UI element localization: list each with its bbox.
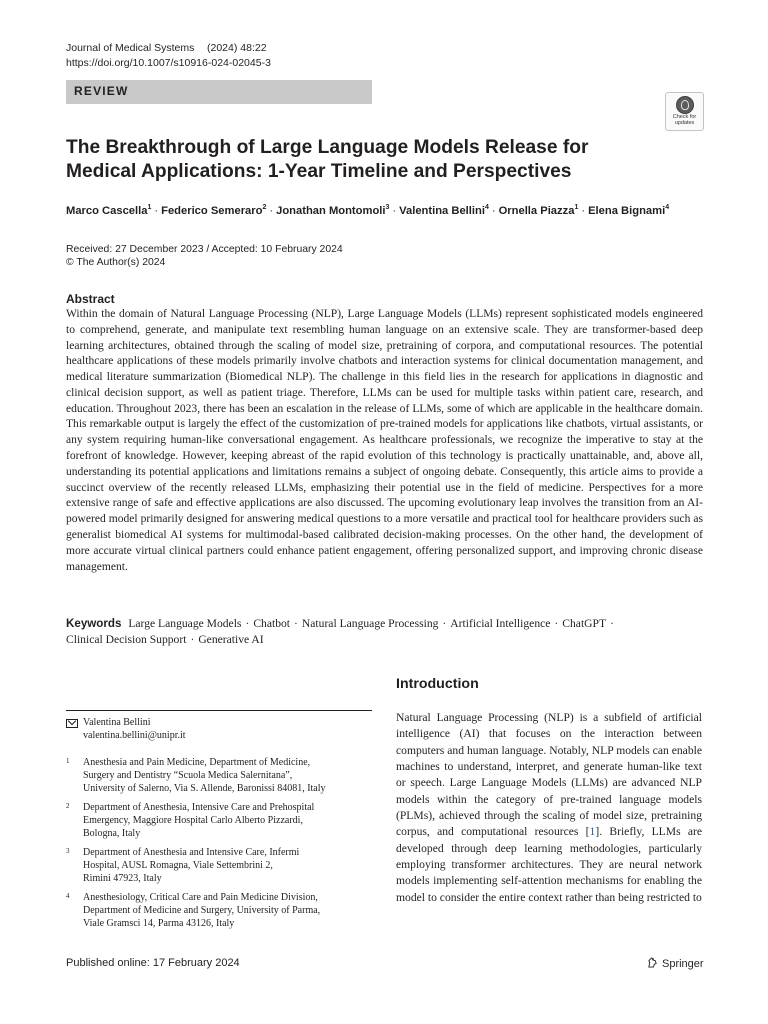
keyword[interactable]: Artificial Intelligence [450,617,551,630]
published-date: Published online: 17 February 2024 [66,957,240,969]
corresponding-author: Valentina Bellini [83,717,151,728]
abstract-text: Within the domain of Natural Language Processing (NLP), Large Language Models (LLMs) represent sophisticated models engineered to comprehend, generate, and manipulate text resembling human language on an extensive scale. They are transformer-based deep learning architectures, obtained through the scaling of model size, pretraining of corpora, and computational resources. The potential healthcare applications of these models primarily involve chatbots and interaction systems for clinical documentation management, and medical literature summarization (Biomedical NLP). The challenge in this field lies in the research for applications in diagnostic and clinical decision support, as well as patient triage. Therefore, LLMs can be used for multiple tasks within patient care, research, and education. Throughout 2023, there has been an escalation in the release of LLMs, some of which are applicable in the healthcare domain. This remarkable output is largely the effect of the customization of pre-trained models for applications like chatbots, virtual assistants, or any system requiring human-like conversational engagement. As healthcare professionals, we recognize the imperative to stay at the forefront of knowledge. However, keeping abreast of the rapid evolution of this technology is practically unattainable, and, above all, understanding its potential applications and limitations remains a subject of ongoing debate. Consequently, this article aims to provide a succinct overview of the recently released LLMs, emphasizing their potential use in the field of medicine. Perspectives for a more extensive range of safe and effective applications are also discussed. The upcoming evolutionary leap involves the transition from an AI-powered model primarily designed for answering medical questions to a more versatile and practical tool for healthcare providers such as generalist biomedical AI systems for multimodal-based calibrated decision-making processes. On the other hand, the development of more accurate virtual clinical partners could enhance patient engagement, offering personalized support, and improving chronic disease management. [66,308,703,573]
author[interactable]: Federico Semeraro$^2$ [161,204,267,217]
correspondence [66,716,186,742]
author[interactable]: Jonathan Montomoli$^3$ [276,204,390,217]
section-label: REVIEW [74,84,129,98]
corresponding-email[interactable]: valentina.bellini@unipr.it [83,730,186,741]
author[interactable]: Valentina Bellini$^4$ [399,204,489,217]
update-check-icon [676,96,694,114]
keyword[interactable]: Generative AI [198,633,264,646]
affiliation: 4 Anesthesiology, Critical Care and Pain Medicine Division, Department of Medicine and Surgery, University of Parma, Viale Gramsci 14, Parma 43126, Italy [66,892,321,929]
keyword[interactable]: Natural Language Processing [301,617,439,630]
section-band [66,80,372,104]
citation-link[interactable]: 1 [589,825,596,839]
affiliation: 2 Department of Anesthesia, Intensive Care and Prehospital Emergency, Maggiore Hospital Carlo Alberto Pizzardi, Bologna, Italy [66,802,315,839]
springer-horse-icon [647,957,658,968]
journal-volume: (2024) 48:22 [207,42,267,54]
badge-label: Check for updates [672,114,697,126]
keyword[interactable]: ChatGPT [562,617,607,630]
introduction-heading: Introduction [396,676,479,692]
publisher-name: Springer [662,958,704,970]
footnote-divider [66,710,372,711]
article-title: The Breakthrough of Large Language Models Release for Medical Applications: 1-Year Timeline and Perspectives [66,137,589,182]
author-list: Marco Cascella$^1$ · Federico Semeraro$^2$ · Jonathan Montomoli$^3$ · Valentina Bellini$^4$ · Ornella Piazza$^1$ · Elena Bignami$^4$ [66,204,670,217]
journal-name: Journal of Medical Systems [66,42,195,54]
author[interactable]: Marco Cascella$^1$ [66,204,152,217]
keywords-heading: Keywords [66,617,122,630]
copyright: © The Author(s) 2024 [66,257,166,268]
introduction-text: Natural Language Processing (NLP) is a subfield of artificial intelligence (AI) that focuses on the interaction between computers and human language. Notably, NLP models can enable machines to understand, interpret, and generate human-like text or speech. Large Language Models (LLMs) are advanced NLP models within the category of pre-trained language models (PLMs), achieved through the scaling of model size, pretraining corpus, and computational resources [1]. Briefly, LLMs are developed through deep learning methodologies, particularly employing transformer architectures. They are neural network models implementing self-attention mechanisms for enabling the model to consider the entire context rather than being restricted to [396,711,702,904]
abstract-heading: Abstract [66,292,115,306]
affiliation: 1 Anesthesia and Pain Medicine, Department of Medicine, Surgery and Dentistry “Scuola Medica Salernitana”, University of Salerno, Via S. Allende, Baronissi 84081, Italy [66,757,326,794]
check-for-updates-badge[interactable] [665,92,704,131]
author[interactable]: Elena Bignami$^4$ [588,204,670,217]
publisher-logo [647,957,704,970]
keyword[interactable]: Chatbot [253,617,291,630]
author[interactable]: Ornella Piazza$^1$ [498,204,579,217]
doi-link[interactable]: https://doi.org/10.1007/s10916-024-02045-3 [66,57,271,69]
journal-citation [66,41,267,55]
keyword[interactable]: Clinical Decision Support [66,633,187,646]
article-dates [66,243,343,269]
keyword[interactable]: Large Language Models [128,617,242,630]
keywords: Keywords Large Language Models · Chatbot · Natural Language Processing · Artificial Intelligence · ChatGPT · Clinical Decision Support · Generative AI [66,617,614,646]
affiliation: 3 Department of Anesthesia and Intensive Care, Infermi Hospital, AUSL Romagna, Viale Settembrini 2, Rimini 47923, Italy [66,847,300,884]
mail-icon [66,719,78,728]
received-accepted: Received: 27 December 2023 / Accepted: 10 February 2024 [66,244,343,255]
